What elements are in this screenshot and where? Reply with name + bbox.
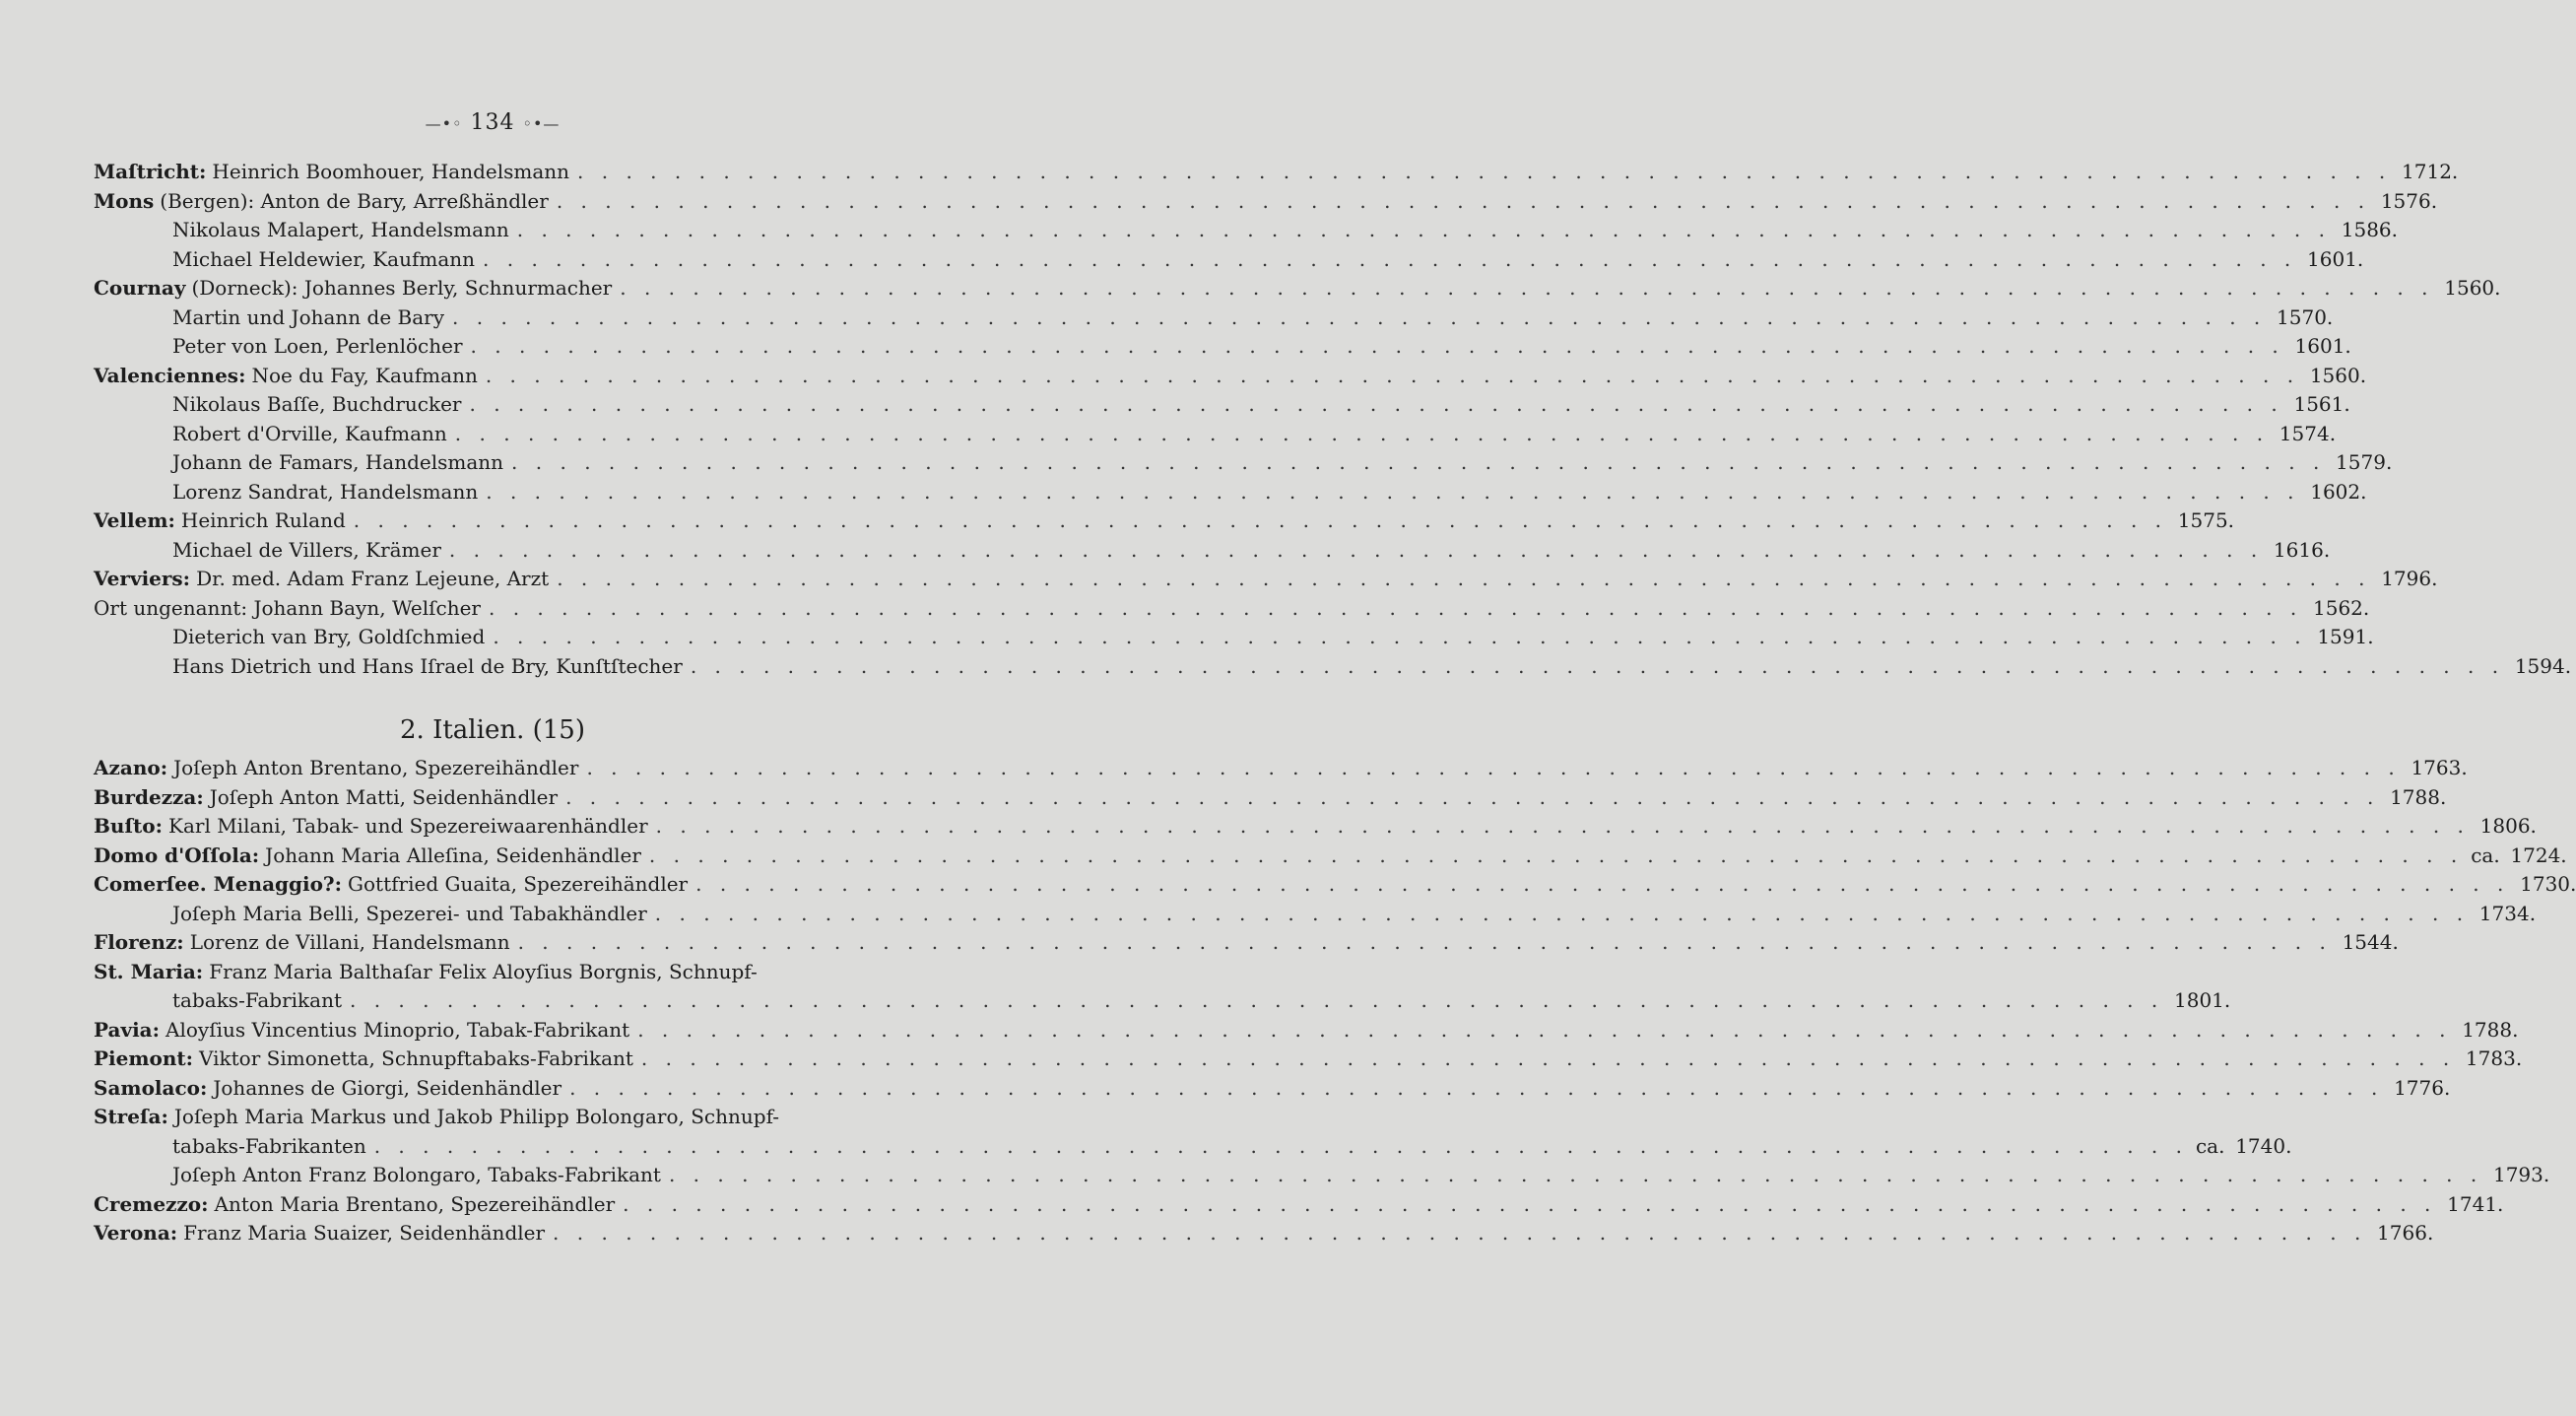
entry-text: Gottfried Guaita, Spezereihändler <box>348 872 689 896</box>
entry-row <box>94 594 2370 624</box>
entry-year: 1712. <box>2402 160 2459 183</box>
leader-dots <box>695 870 2509 900</box>
entry-row <box>94 1190 2504 1220</box>
entry-row <box>94 812 2537 842</box>
entry-year: 1602. <box>2310 479 2367 504</box>
entry-text: Johann de Famars, Handelsmann <box>172 450 504 474</box>
entry-year: 1579. <box>2336 450 2393 474</box>
leader-dots <box>486 478 2299 507</box>
circa-label: ca. <box>2471 843 2500 867</box>
entry-row <box>94 928 2399 958</box>
right-ornament-icon: ◦•— <box>522 114 561 133</box>
entries-italy <box>94 754 2576 1248</box>
entry-year: 1574. <box>2279 421 2337 445</box>
entry-row <box>94 652 2572 682</box>
entry-year: 1586. <box>2341 218 2399 241</box>
entry-text: Franz Maria Suaizer, Seidenhändler <box>183 1221 546 1245</box>
place-name: Azano: <box>94 756 168 779</box>
entry-text: Nikolaus Baſſe, Buchdrucker <box>172 392 462 416</box>
entry-row <box>94 448 2393 478</box>
page-number-line <box>0 110 985 135</box>
entry-row <box>94 842 2567 871</box>
entry-text: Joſeph Maria Belli, Spezerei- und Tabakhändler <box>172 901 647 925</box>
entry-row <box>94 506 2235 536</box>
entry-text: Heinrich Boomhouer, Handelsmann <box>212 160 570 183</box>
entry-row <box>94 274 2501 303</box>
leader-dots <box>518 928 2332 958</box>
leader-dots <box>553 1219 2366 1248</box>
entry-year: 1570. <box>2277 304 2334 329</box>
entry-row <box>94 420 2337 449</box>
leader-dots <box>486 362 2299 391</box>
leader-dots <box>565 783 2379 813</box>
entry-year: 1576. <box>2380 188 2438 213</box>
place-name: Samolaco: <box>94 1075 208 1100</box>
entry-row <box>94 754 2468 783</box>
leader-dots <box>691 652 2504 682</box>
entry-year: 1776. <box>2394 1075 2451 1100</box>
leader-dots <box>557 187 2370 217</box>
leader-dots <box>455 420 2269 449</box>
entry-year: 1560. <box>2444 276 2501 300</box>
entry-year: 1763. <box>2411 756 2468 779</box>
place-name: Vellem: <box>94 508 175 532</box>
place-name: Streſa: <box>94 1105 168 1128</box>
entry-year: 1796. <box>2381 567 2438 590</box>
leader-dots <box>669 1161 2482 1190</box>
entry-row <box>94 986 2231 1016</box>
left-ornament-icon: —•◦ <box>425 114 463 133</box>
entry-row <box>94 565 2438 594</box>
entry-year: 1766. <box>2377 1221 2434 1245</box>
leader-dots <box>620 274 2433 303</box>
entry-year: 1594. <box>2514 653 2572 678</box>
entry-year: 1788. <box>2462 1017 2519 1042</box>
entry-row <box>94 390 2350 420</box>
entry-text: Dr. med. Adam Franz Lejeune, Arzt <box>196 567 550 590</box>
leader-dots <box>449 536 2263 566</box>
entry-row <box>94 478 2367 507</box>
entry-text: Ort ungenannt: Johann Bayn, Welſcher <box>94 595 481 620</box>
entry-text: Joſeph Anton Matti, Seidenhändler <box>209 784 559 809</box>
entry-year: 1575. <box>2177 508 2235 532</box>
entry-text: Noe du Fay, Kaufmann <box>251 363 478 387</box>
place-name: Domo d'Oſſola: <box>94 843 260 867</box>
place-name: Mons <box>94 188 155 213</box>
entry-year: 1724. <box>2510 843 2567 867</box>
entry-year: 1601. <box>2294 334 2351 358</box>
place-name: Valenciennes: <box>94 363 246 387</box>
entry-text: Michael de Villers, Krämer <box>172 537 441 562</box>
entry-text: Lorenz de Villani, Handelsmann <box>189 930 510 954</box>
entry-year: 1783. <box>2465 1046 2523 1070</box>
leader-dots <box>577 158 2391 187</box>
leader-dots <box>649 842 2463 871</box>
entry-text: Franz Maria Balthaſar Felix Aloyſius Borgnis, Schnupf- <box>209 959 758 983</box>
place-name: Verviers: <box>94 567 191 590</box>
entry-year: 1616. <box>2273 537 2331 562</box>
entry-year: 1601. <box>2307 246 2364 271</box>
entry-text: Joſeph Maria Markus und Jakob Philipp Bolongaro, Schnupf- <box>173 1105 780 1128</box>
leader-dots <box>489 594 2302 624</box>
entry-text: Joſeph Anton Brentano, Spezereihändler <box>173 756 579 779</box>
entry-year: 1741. <box>2447 1191 2504 1216</box>
entry-row <box>94 332 2351 362</box>
entry-year: 1801. <box>2174 988 2231 1012</box>
entry-line <box>94 958 911 987</box>
leader-dots <box>350 986 2163 1016</box>
place-name: Piemont: <box>94 1046 194 1070</box>
entry-row <box>94 362 2367 391</box>
entry-row <box>94 900 2537 929</box>
entries-netherlands <box>94 158 2572 681</box>
entry-text: Anton Maria Brentano, Spezereihändler <box>214 1191 616 1216</box>
entry-text: Aloyſius Vincentius Minoprio, Tabak-Fabrikant <box>165 1017 630 1042</box>
page-number: 134 <box>470 110 515 135</box>
place-name: Comerſee. Menaggio?: <box>94 872 343 896</box>
entry-row <box>94 216 2399 245</box>
entry-year: 1562. <box>2313 595 2370 620</box>
entry-year: 1788. <box>2390 784 2447 809</box>
entry-row <box>94 1219 2434 1248</box>
leader-dots <box>374 1132 2188 1162</box>
entry-row <box>94 303 2334 333</box>
entry-text: Heinrich Ruland <box>180 508 346 532</box>
leader-dots <box>493 623 2306 652</box>
entry-line <box>94 1103 911 1132</box>
entry-row <box>94 623 2374 652</box>
entry-text: Dieterich van Bry, Goldſchmied <box>172 625 486 648</box>
entry-text: Michael Heldewier, Kaufmann <box>172 246 476 271</box>
place-name: Florenz: <box>94 930 184 954</box>
entry-row <box>94 1161 2550 1190</box>
entry-text: Nikolaus Malapert, Handelsmann <box>172 218 509 241</box>
entry-text: Joſeph Anton Franz Bolongaro, Tabaks-Fabrikant <box>172 1163 661 1186</box>
entry-year: 1544. <box>2342 930 2399 954</box>
leader-dots <box>471 332 2284 362</box>
place-name: Pavia: <box>94 1017 161 1042</box>
leader-dots <box>354 506 2167 536</box>
entry-row <box>94 870 2576 900</box>
entry-row <box>94 1016 2519 1045</box>
entry-text: Robert d'Orville, Kaufmann <box>172 421 447 445</box>
entry-row <box>94 536 2331 566</box>
leader-dots <box>641 1045 2455 1074</box>
entry-continuation: tabaks-Fabrikant <box>172 988 342 1012</box>
leader-dots <box>656 812 2470 842</box>
circa-label: ca. <box>2195 1133 2225 1158</box>
leader-dots <box>469 390 2282 420</box>
entry-year: 1591. <box>2317 625 2374 648</box>
entry-year: 1561. <box>2293 392 2350 416</box>
section-heading: 2. Italien. (15) <box>400 715 585 745</box>
entry-text: (Bergen): Anton de Bary, Arreßhändler <box>160 188 549 213</box>
leader-dots <box>511 448 2325 478</box>
entry-row <box>94 187 2438 217</box>
entry-year: 1560. <box>2309 363 2367 387</box>
leader-dots <box>483 245 2296 275</box>
leader-dots <box>637 1016 2451 1045</box>
entry-text: Johann Maria Alleſina, Seidenhändler <box>265 843 641 867</box>
entry-row <box>94 1074 2451 1104</box>
place-name: Buſto: <box>94 814 164 838</box>
entry-year: 1734. <box>2478 901 2537 925</box>
entry-text: Viktor Simonetta, Schnupftabaks-Fabrikant <box>199 1046 633 1070</box>
entry-row <box>94 158 2459 187</box>
leader-dots <box>569 1074 2383 1104</box>
place-name: Cournay <box>94 276 186 300</box>
leader-dots <box>517 216 2331 245</box>
place-name: Burdezza: <box>94 784 204 809</box>
entry-year: 1740. <box>2235 1133 2292 1158</box>
entry-year: 1730. <box>2520 872 2576 896</box>
leader-dots <box>452 303 2266 333</box>
entry-row <box>94 1045 2523 1074</box>
place-name: Verona: <box>94 1221 178 1245</box>
entry-year: 1793. <box>2492 1163 2550 1186</box>
entry-row <box>94 1132 2292 1162</box>
leader-dots <box>557 565 2370 594</box>
entry-year: 1806. <box>2479 814 2537 838</box>
entry-row <box>94 245 2364 275</box>
place-name: Maſtricht: <box>94 160 207 183</box>
place-name: Cremezzo: <box>94 1191 209 1216</box>
leader-dots <box>586 754 2400 783</box>
entry-text: (Dorneck): Johannes Berly, Schnurmacher <box>191 276 613 300</box>
entry-continuation: tabaks-Fabrikanten <box>172 1133 366 1158</box>
entry-text: Peter von Loen, Perlenlöcher <box>172 334 463 358</box>
leader-dots <box>623 1190 2436 1220</box>
entry-row <box>94 783 2447 813</box>
entry-text: Johannes de Giorgi, Seidenhändler <box>213 1075 562 1100</box>
place-name: St. Maria: <box>94 959 204 983</box>
entry-text: Karl Milani, Tabak- und Spezereiwaarenhändler <box>168 814 648 838</box>
entry-text: Martin und Johann de Bary <box>172 304 445 329</box>
entry-text: Hans Dietrich und Hans Iſrael de Bry, Kunſtſtecher <box>172 653 683 678</box>
entry-text: Lorenz Sandrat, Handelsmann <box>172 479 479 504</box>
leader-dots <box>655 900 2469 929</box>
